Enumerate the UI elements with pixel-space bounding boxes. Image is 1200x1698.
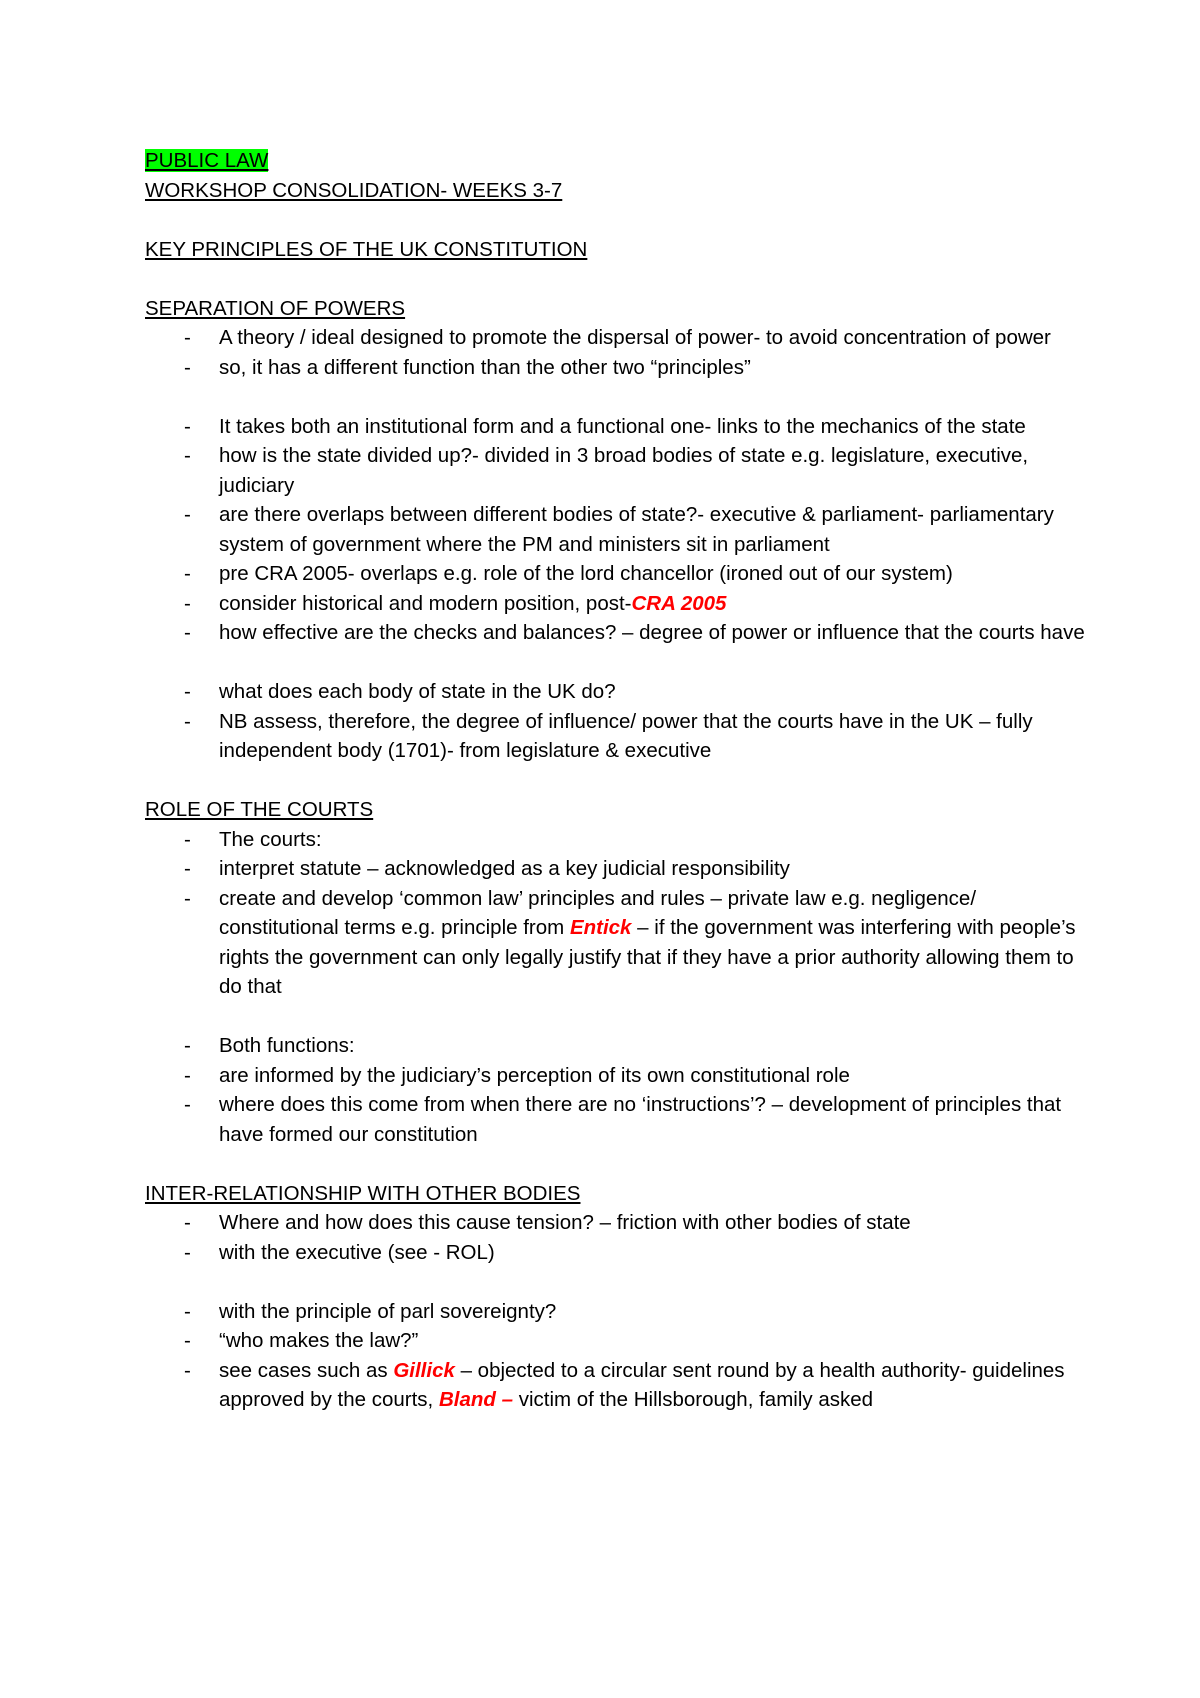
list-item-text: how is the state divided up?- divided in 3 broad bodies of state e.g. legislature, executive, judiciary <box>219 444 1029 497</box>
case-reference: Entick <box>569 916 632 939</box>
list-item <box>145 1090 1085 1149</box>
courts-heading <box>145 795 1085 825</box>
list-item-text: consider historical and modern position, post- <box>219 591 632 615</box>
bullet-dash: - <box>184 621 191 644</box>
bullet-dash: - <box>184 857 191 880</box>
list-item-text: where does this come from when there are no ‘instructions’? – development of principles that have formed our constitution <box>219 1093 1062 1146</box>
list-item <box>145 1031 1085 1061</box>
sep-heading-text: SEPARATION OF POWERS <box>145 296 406 320</box>
list-item <box>145 589 1085 619</box>
list-item-text: Where and how does this cause tension? – friction with other bodies of state <box>219 1211 911 1234</box>
bullet-dash: - <box>184 562 191 585</box>
bullet-dash: - <box>184 444 191 467</box>
bullet-dash: - <box>184 709 191 733</box>
bullet-dash: - <box>184 355 191 379</box>
bullet-dash: - <box>184 1063 191 1087</box>
blank-line <box>145 205 1085 235</box>
bullet-dash: - <box>184 414 191 438</box>
bullet-dash: - <box>184 680 191 703</box>
list-item <box>145 559 1085 589</box>
doc-subtitle <box>145 176 1085 206</box>
bullet-dash: - <box>184 886 191 910</box>
bullet-dash: - <box>184 1240 191 1264</box>
blank-line <box>145 766 1085 796</box>
inter-heading-text: INTER-RELATIONSHIP WITH OTHER BODIES <box>145 1181 581 1205</box>
bullet-dash: - <box>184 1034 191 1057</box>
list-item <box>145 884 1085 1002</box>
bullet-dash: - <box>184 1211 191 1234</box>
document-content <box>145 146 1085 1415</box>
list-item <box>145 825 1085 855</box>
list-item-text: so, it has a different function than the other two “principles” <box>219 355 751 379</box>
list-item-text: interpret statute – acknowledged as a key judicial responsibility <box>219 857 790 880</box>
list-item <box>145 1297 1085 1327</box>
bullet-dash: - <box>184 503 191 526</box>
list-item <box>145 1326 1085 1356</box>
list-item-text: The courts: <box>219 827 322 851</box>
bullet-dash: - <box>184 1093 191 1116</box>
list-item <box>145 1356 1085 1415</box>
list-item <box>145 854 1085 884</box>
list-item-text: – objected to a circular sent round by a health authority- guidelines approved by the courts, <box>219 1358 1065 1411</box>
blank-line <box>145 1267 1085 1297</box>
list-item <box>145 500 1085 559</box>
list-item <box>145 353 1085 383</box>
bullet-dash: - <box>184 591 191 615</box>
sep-heading <box>145 294 1085 324</box>
bullet-dash: - <box>184 326 191 349</box>
bullet-dash: - <box>184 1329 191 1352</box>
courts-heading-text: ROLE OF THE COURTS <box>145 798 374 821</box>
list-item-text: are informed by the judiciary’s perception of its own constitutional role <box>219 1063 850 1087</box>
section-heading <box>145 235 1085 265</box>
doc-subtitle-text: WORKSHOP CONSOLIDATION- WEEKS 3-7 <box>145 178 563 202</box>
blank-line <box>145 264 1085 294</box>
list-item-text: It takes both an institutional form and a functional one- links to the mechanics of the state <box>219 414 1026 438</box>
case-reference: Bland – <box>438 1388 519 1411</box>
list-item-text: are there overlaps between different bodies of state?- executive & parliament- parliamentary system of government where the PM and ministers sit in parliament <box>219 503 1054 556</box>
list-item-text: “who makes the law?” <box>219 1329 419 1352</box>
blank-line <box>145 382 1085 412</box>
list-item <box>145 1061 1085 1091</box>
doc-title <box>145 146 1085 176</box>
blank-line <box>145 648 1085 678</box>
blank-line <box>145 1149 1085 1179</box>
case-reference: CRA 2005 <box>631 591 727 615</box>
list-item <box>145 441 1085 500</box>
list-item-text: see cases such as <box>219 1358 394 1382</box>
bullet-dash: - <box>184 827 191 851</box>
list-item-text: A theory / ideal designed to promote the dispersal of power- to avoid concentration of power <box>219 326 1051 349</box>
list-item <box>145 618 1085 648</box>
list-item <box>145 707 1085 766</box>
list-item-text: how effective are the checks and balances? – degree of power or influence that the courts have <box>219 621 1085 644</box>
list-item <box>145 412 1085 442</box>
case-reference: Gillick <box>393 1358 455 1382</box>
list-item-text: create and develop ‘common law’ principles and rules – private law e.g. negligence/ constitutional terms e.g. principle from <box>219 886 977 939</box>
list-item <box>145 677 1085 707</box>
doc-title-text: PUBLIC LAW <box>145 149 269 172</box>
list-item-text: victim of the Hillsborough, family asked <box>518 1388 874 1411</box>
list-item-text: NB assess, therefore, the degree of influence/ power that the courts have in the UK – fully independent body (1701)- from legislature & executive <box>219 709 1033 762</box>
blank-line <box>145 1002 1085 1032</box>
bullet-dash: - <box>184 1358 191 1382</box>
section-heading-text: KEY PRINCIPLES OF THE UK CONSTITUTION <box>145 237 588 261</box>
list-item-text: with the executive (see - ROL) <box>219 1240 495 1264</box>
list-item <box>145 1208 1085 1238</box>
bullet-dash: - <box>184 1299 191 1323</box>
list-item <box>145 1238 1085 1268</box>
list-item-text: pre CRA 2005- overlaps e.g. role of the lord chancellor (ironed out of our system) <box>219 562 953 585</box>
list-item <box>145 323 1085 353</box>
list-item-text: Both functions: <box>219 1034 355 1057</box>
inter-heading <box>145 1179 1085 1209</box>
list-item-text: what does each body of state in the UK do? <box>219 680 616 703</box>
list-item-text: with the principle of parl sovereignty? <box>219 1299 557 1323</box>
list-item-text: – if the government was interfering with people’s rights the government can only legally justify that if they have a prior authority allowing them to do that <box>219 916 1076 998</box>
